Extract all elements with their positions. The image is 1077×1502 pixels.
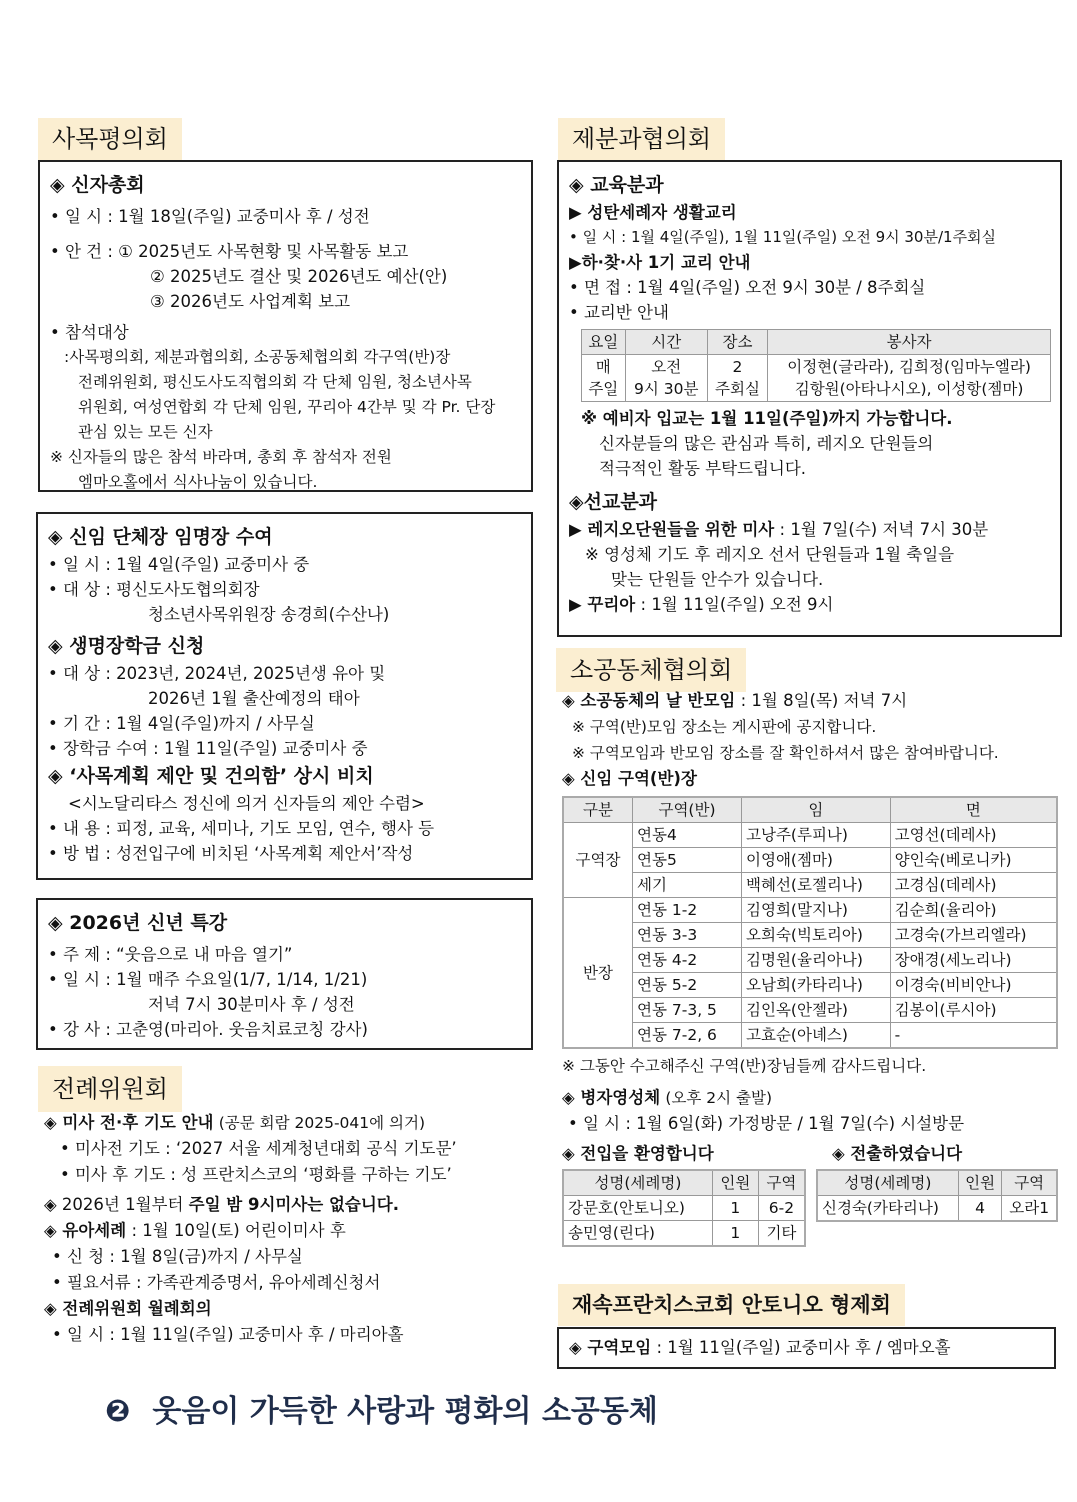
move-in-th: 인원 — [712, 1170, 758, 1196]
leader-dismiss: 고경숙(가브리엘라) — [890, 923, 1057, 948]
leader-appoint: 오남희(카타리나) — [742, 973, 891, 998]
move-in-th: 성명(세례명) — [563, 1170, 712, 1196]
franciscan-tab: 재속프란치스코회 안토니오 형제회 — [558, 1284, 905, 1326]
leader-dismiss: 김순희(율리아) — [890, 898, 1057, 923]
class-title: ▶하·찾·사 1기 교리 안내 — [569, 253, 751, 272]
scholarship-period: • 기 간 : 1월 4일(주일)까지 / 사무실 — [48, 714, 315, 733]
leader-dismiss: 고경심(데레사) — [890, 873, 1057, 898]
scholarship-target: • 대 상 : 2023년, 2024년, 2025년생 유아 및 — [48, 664, 386, 683]
leader-appoint: 이영애(젬마) — [742, 848, 891, 873]
leaders-table-row — [563, 873, 1057, 898]
lecture-date: • 일 시 : 1월 매주 수요일(1/7, 1/14, 1/21) — [48, 970, 368, 989]
leader-area: 연동 5-2 — [633, 973, 742, 998]
move-out-cell: 신경숙(카타리나) — [817, 1196, 958, 1222]
attendees-1: :사목평의회, 제분과협의회, 소공동체협의회 각구역(반)장 — [64, 348, 451, 366]
prayer-title: ◈ 미사 전·후 기도 안내 — [44, 1113, 214, 1132]
proposal-sub: <시노달리타스 정신에 의거 신자들의 제안 수렴> — [68, 794, 425, 813]
curia-date: : 1월 11일(주일) 오전 9시 — [635, 595, 834, 614]
scholarship-target-2: 2026년 1월 출산예정의 태아 — [148, 689, 360, 708]
leader-dismiss: 김봉이(루시아) — [890, 998, 1057, 1023]
prayer-after: • 미사 후 기도 : 성 프란치스코의 ‘평화를 구하는 기도’ — [60, 1165, 452, 1184]
edu-title: ◈ 교육분과 — [569, 174, 664, 196]
leader-appoint: 김명원(율리아나) — [742, 948, 891, 973]
baptism-apply: • 신 청 : 1월 8일(금)까지 / 사무실 — [52, 1247, 303, 1266]
leader-area: 연동5 — [633, 848, 742, 873]
leader-appoint: 백혜선(로젤리나) — [742, 873, 891, 898]
baptism-docs: • 필요서류 : 가족관계증명서, 유아세례신청서 — [52, 1273, 381, 1292]
attendees-4: 관심 있는 모든 신자 — [78, 423, 213, 441]
footer-text: 웃음이 가득한 사랑과 평화의 소공동체 — [152, 1394, 658, 1429]
curia-title: ▶ 꾸리아 — [569, 595, 636, 614]
baptism-title: ◈ 유아세례 — [44, 1221, 127, 1240]
monthly-title: ◈ 전례위원회 월례회의 — [44, 1299, 212, 1318]
lt-th-type: 구분 — [563, 797, 633, 823]
community-note-2: ※ 구역모임과 반모임 장소를 잘 확인하셔서 많은 참여바랍니다. — [572, 744, 999, 762]
leaders-table-row — [563, 823, 1057, 848]
class-info: • 교리반 안내 — [569, 303, 669, 322]
leader-appoint: 김영희(말지나) — [742, 898, 891, 923]
move-in-title: ◈ 전입을 환영합니다 — [562, 1144, 714, 1163]
franciscan-title: ◈ 구역모임 — [569, 1338, 652, 1357]
day-title: ◈ 소공동체의 날 반모임 — [562, 691, 736, 710]
monthly-date: • 일 시 : 1월 11일(주일) 교중미사 후 / 마리아홀 — [52, 1325, 404, 1344]
move-in-cell: 기타 — [758, 1221, 805, 1247]
leader-area: 세기 — [633, 873, 742, 898]
leader-dismiss: 이경숙(비비안나) — [890, 973, 1057, 998]
leader-dismiss: 장애경(세노리나) — [890, 948, 1057, 973]
move-out-cell: 오라1 — [1002, 1196, 1057, 1222]
leader-dismiss: 고영선(데레사) — [890, 823, 1057, 848]
leaders-date: • 일 시 : 1월 4일(주일) 교중미사 중 — [48, 555, 310, 574]
class-th-day: 요일 — [582, 330, 626, 355]
class-th-time: 시간 — [625, 330, 707, 355]
agenda-3: ③ 2026년도 사업계획 보고 — [150, 292, 351, 311]
sick-title: ◈ 병자영성체 — [562, 1088, 661, 1107]
day-date: : 1월 8일(목) 저녁 7시 — [735, 691, 908, 710]
leader-appoint: 김인옥(안젤라) — [742, 998, 891, 1023]
sick-date: • 일 시 : 1월 6일(화) 가정방문 / 1월 7일(수) 시설방문 — [568, 1114, 965, 1133]
attendees-3: 위원회, 여성연합회 각 단체 임원, 꾸리아 4간부 및 각 Pr. 단장 — [78, 398, 496, 416]
leaders-target: • 대 상 : 평신도사도협의회장 — [48, 580, 260, 599]
community-tab: 소공동체협의회 — [556, 648, 746, 692]
move-out-th: 성명(세례명) — [817, 1170, 958, 1196]
leader-area: 연동 7-2, 6 — [633, 1023, 742, 1049]
committee-box — [557, 160, 1062, 637]
lecture-box — [36, 898, 533, 1050]
lecture-title: ◈ 2026년 신년 특강 — [48, 912, 228, 934]
leader-area: 연동4 — [633, 823, 742, 848]
prayer-note: (공문 회람 2025-041에 의거) — [218, 1114, 426, 1132]
move-out-row — [817, 1196, 1057, 1222]
lecture-speaker: • 강 사 : 고춘영(마리아. 웃음치료코칭 강사) — [48, 1020, 368, 1039]
leaders-table-row — [563, 1023, 1057, 1049]
class-volunteers: 이정현(글라라), 김희정(임마누엘라) 김항원(아타나시오), 이성항(젬마) — [768, 355, 1051, 402]
class-time: 오전 9시 30분 — [625, 355, 707, 402]
page-footer — [105, 1386, 658, 1430]
baptism-date: : 1월 10일(토) 어린이미사 후 — [126, 1221, 346, 1240]
group-block-leader: 반장 — [563, 898, 633, 1049]
legio-note-2: 맞는 단원들 안수가 있습니다. — [611, 570, 824, 589]
leaders-target-2: 청소년사목위원장 송경희(수산나) — [148, 605, 390, 624]
attendees-2: 전례위원회, 평신도사도직협의회 각 단체 임원, 청소년사목 — [78, 373, 472, 391]
move-out-th: 구역 — [1002, 1170, 1057, 1196]
leaders-table — [562, 796, 1058, 1049]
prayer-before: • 미사전 기도 : ‘2027 서울 세계청년대회 공식 기도문’ — [60, 1139, 457, 1158]
leaders-table-row — [563, 923, 1057, 948]
mission-title: ◈선교분과 — [569, 491, 658, 513]
scholarship-award: • 장학금 수여 : 1월 11일(주일) 교중미사 중 — [48, 739, 368, 758]
proposal-content: • 내 용 : 피정, 교육, 세미나, 기도 모임, 연수, 행사 등 — [48, 819, 435, 838]
leader-appoint: 고효순(아녜스) — [742, 1023, 891, 1049]
liturgy-section — [44, 1110, 539, 1348]
leader-dismiss: 양인숙(베로니카) — [890, 848, 1057, 873]
move-in-row — [563, 1221, 805, 1247]
move-out-cell: 4 — [958, 1196, 1002, 1222]
thanks: ※ 그동안 수고해주신 구역(반)장님들께 감사드립니다. — [562, 1057, 927, 1075]
interview: • 면 접 : 1월 4일(주일) 오전 9시 30분 / 8주회실 — [569, 278, 926, 297]
assembly-note-2: 엠마오홀에서 식사나눔이 있습니다. — [78, 473, 318, 491]
legio-note-1: ※ 영성체 기도 후 레지오 선서 단원들과 1월 축일을 — [585, 545, 955, 564]
class-day: 매 주일 — [582, 355, 626, 402]
no-mass-bold: 주일 밤 9시미사는 없습니다. — [188, 1195, 399, 1214]
catechumen-bold: ※ 예비자 입교는 1월 11일(주일)까지 가능합니다. — [581, 409, 953, 428]
sick-note: (오후 2시 출발) — [665, 1089, 773, 1107]
move-in-row — [563, 1196, 805, 1221]
community-note-1: ※ 구역(반)모임 장소는 게시판에 공지합니다. — [572, 718, 877, 736]
committee-tab: 제분과협의회 — [558, 118, 725, 160]
leader-area: 연동 7-3, 5 — [633, 998, 742, 1023]
move-in-table — [562, 1169, 806, 1247]
leaders-table-row — [563, 948, 1057, 973]
confirm-title: ▶ 성탄세례자 생활교리 — [569, 203, 737, 222]
agenda-1: • 안 건 : ① 2025년도 사목현황 및 사목활동 보고 — [50, 242, 409, 261]
leaders-table-row — [563, 898, 1057, 923]
leader-appoint: 오희숙(빅토리아) — [742, 923, 891, 948]
move-in-cell: 6-2 — [758, 1196, 805, 1221]
proposal-title: ◈ ‘사목계획 제안 및 건의함’ 상시 비치 — [48, 765, 374, 787]
lt-th-area: 구역(반) — [633, 797, 742, 823]
class-th-place: 장소 — [707, 330, 767, 355]
leaders-table-row — [563, 998, 1057, 1023]
community-section — [562, 688, 1062, 1281]
group-area-leader: 구역장 — [563, 823, 633, 898]
assembly-date: • 일 시 : 1월 18일(주일) 교중미사 후 / 성전 — [50, 207, 370, 226]
franciscan-box — [557, 1327, 1056, 1369]
move-in-cell: 1 — [712, 1221, 758, 1247]
proposal-method: • 방 법 : 성전입구에 비치된 ‘사목계획 제안서’작성 — [48, 844, 414, 863]
franciscan-text: : 1월 11일(주일) 교중미사 후 / 엠마오홀 — [651, 1338, 951, 1357]
leaders-table-row — [563, 973, 1057, 998]
lecture-date-2: 저녁 7시 30분미사 후 / 성전 — [148, 995, 355, 1014]
catechumen-2: 적극적인 활동 부탁드립니다. — [599, 459, 807, 478]
agenda-2: ② 2025년도 결산 및 2026년도 예산(안) — [150, 267, 448, 286]
lt-th-dismiss: 면 — [890, 797, 1057, 823]
leaders-box — [36, 512, 533, 880]
leaders-title: ◈ 신임 단체장 임명장 수여 — [48, 526, 273, 548]
leader-dismiss: - — [890, 1023, 1057, 1049]
assembly-box — [38, 160, 533, 492]
page-number: ❷ — [105, 1394, 131, 1429]
catechumen-1: 신자분들의 많은 관심과 특히, 레지오 단원들의 — [599, 434, 934, 453]
move-in-th: 구역 — [758, 1170, 805, 1196]
move-in-cell: 1 — [712, 1196, 758, 1221]
move-in-cell: 송민영(린다) — [563, 1221, 712, 1247]
class-place: 2 주회실 — [707, 355, 767, 402]
leader-area: 연동 4-2 — [633, 948, 742, 973]
move-out-title: ◈ 전출하였습니다 — [832, 1144, 963, 1163]
legio-date: : 1월 7일(수) 저녁 7시 30분 — [774, 520, 989, 539]
leader-appoint: 고낭주(루피나) — [742, 823, 891, 848]
legio-title: ▶ 레지오단원들을 위한 미사 — [569, 520, 775, 539]
assembly-title: ◈ 신자총회 — [50, 174, 145, 196]
leader-area: 연동 3-3 — [633, 923, 742, 948]
lt-th-appoint: 임 — [742, 797, 891, 823]
confirm-date: • 일 시 : 1월 4일(주일), 1월 11일(주일) 오전 9시 30분/1주회실 — [569, 228, 997, 246]
attendees-label: • 참석대상 — [50, 323, 129, 342]
class-th-volunteer: 봉사자 — [768, 330, 1051, 355]
scholarship-title: ◈ 생명장학금 신청 — [48, 635, 205, 657]
liturgy-tab: 전례위원회 — [38, 1066, 182, 1112]
move-out-table — [816, 1169, 1058, 1222]
move-out-th: 인원 — [958, 1170, 1002, 1196]
no-mass-pre: ◈ 2026년 1월부터 — [44, 1195, 189, 1214]
class-table — [581, 329, 1051, 402]
new-leaders-title: ◈ 신임 구역(반)장 — [562, 769, 697, 788]
lecture-theme: • 주 제 : “웃음으로 내 마음 열기” — [48, 945, 293, 964]
leader-area: 연동 1-2 — [633, 898, 742, 923]
leaders-table-row — [563, 848, 1057, 873]
move-in-cell: 강문호(안토니오) — [563, 1196, 712, 1221]
pastoral-tab: 사목평의회 — [38, 118, 182, 160]
assembly-note-1: ※ 신자들의 많은 참석 바라며, 총회 후 참석자 전원 — [50, 448, 392, 466]
